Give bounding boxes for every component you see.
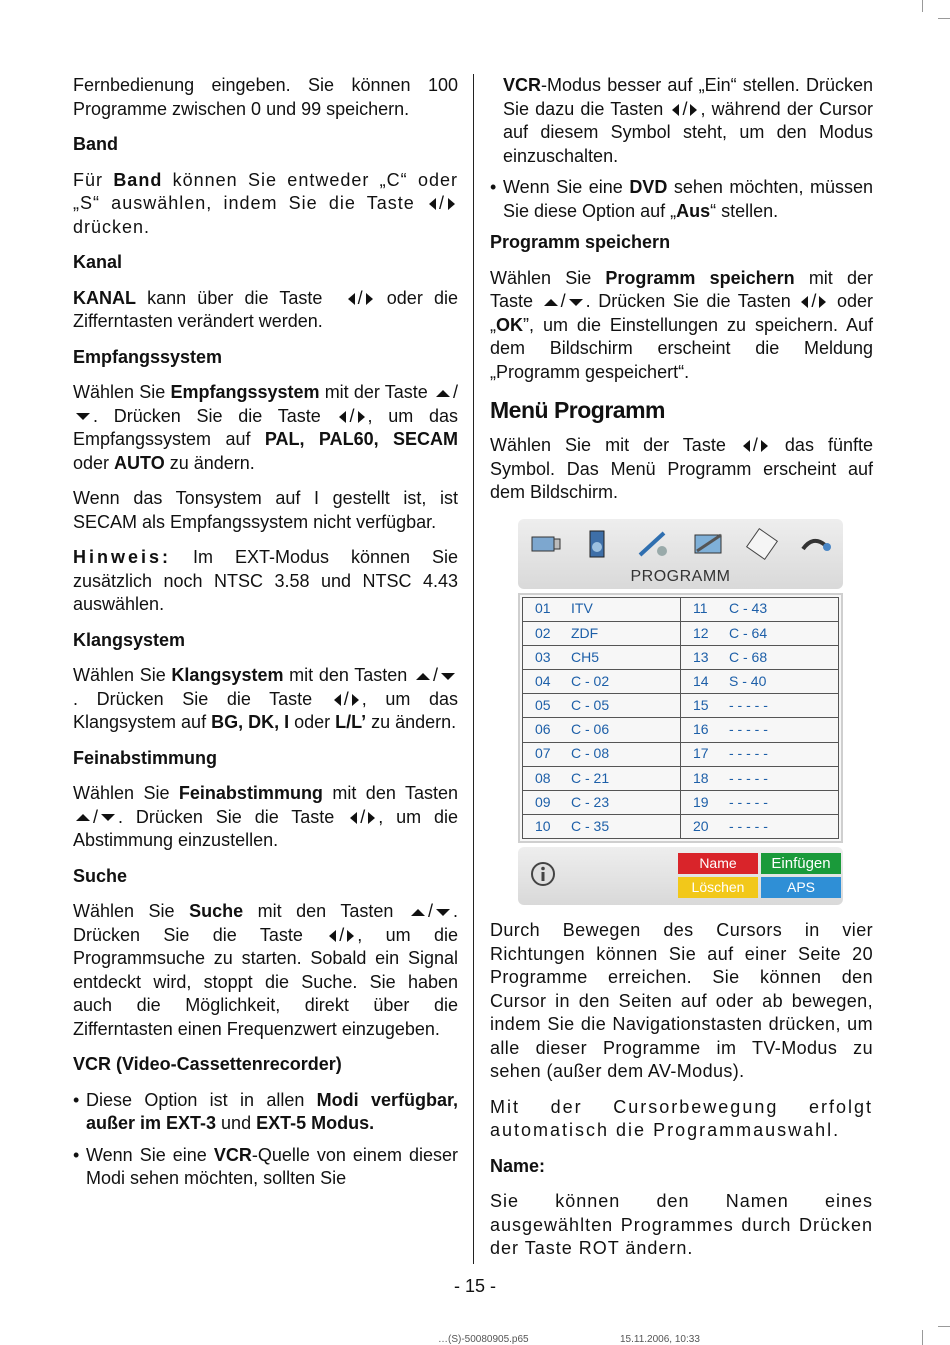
- program-menu-screenshot: [518, 519, 843, 906]
- program-list-left: [522, 597, 681, 840]
- sound-icon: [582, 527, 618, 561]
- program-list-right: [681, 597, 839, 840]
- program-number: 07: [535, 745, 551, 762]
- down-arrow-icon: [441, 673, 455, 680]
- program-list: [518, 593, 843, 844]
- crop-mark: [922, 0, 923, 12]
- feinabstimmung-heading: Feinabstimmung: [73, 747, 218, 768]
- program-name: C - 08: [571, 745, 610, 762]
- band-heading: Band: [73, 134, 118, 154]
- kanal-paragraph: KANAL kann über die Taste / oder die Zifferntasten verändert werden.: [73, 287, 458, 331]
- program-number: 17: [693, 745, 709, 762]
- down-arrow-icon: [569, 299, 583, 306]
- right-column: [490, 74, 873, 1273]
- page-number: - 15 -: [453, 1276, 496, 1296]
- program-number: 14: [693, 672, 709, 689]
- name-heading: Name:: [490, 1155, 546, 1176]
- right-arrow-icon: [358, 411, 365, 423]
- aps-button[interactable]: APS: [761, 877, 841, 898]
- program-number: 16: [693, 721, 709, 738]
- program-name: C - 64: [729, 624, 768, 641]
- klangsystem-paragraph: Wählen Sie Klangsystem mit den Tasten /. Drücken Sie die Taste / , um das Klangsystem auf BG, DK, I oder L/L’ zu ändern.: [73, 665, 459, 732]
- empfangssystem-heading: Empfangssystem: [73, 346, 223, 367]
- menu-programm-heading: Menü Programm: [490, 397, 665, 423]
- up-arrow-icon: [411, 909, 425, 916]
- right-arrow-icon: [448, 198, 455, 210]
- program-number: 08: [535, 769, 551, 786]
- program-name: C - 05: [571, 697, 610, 714]
- program-number: 15: [693, 697, 709, 714]
- right-arrow-icon: [368, 812, 375, 824]
- crop-mark: [938, 1326, 950, 1327]
- program-row[interactable]: [523, 791, 680, 815]
- program-row[interactable]: [523, 743, 680, 767]
- program-name: S - 40: [729, 672, 767, 689]
- up-arrow-icon: [76, 814, 90, 821]
- crop-mark: [922, 1330, 923, 1345]
- down-arrow-icon: [101, 814, 115, 821]
- program-name: C - 68: [729, 648, 768, 665]
- program-row[interactable]: [681, 791, 838, 815]
- program-number: 03: [535, 648, 551, 665]
- dvd-bullet: • Wenn Sie eine DVD sehen möchten, müssen Sie diese Option auf „Aus“ stellen.: [490, 177, 873, 221]
- program-number: 02: [535, 624, 551, 641]
- program-name: - - - - -: [729, 769, 768, 786]
- program-row[interactable]: [523, 767, 680, 791]
- picture-icon: [528, 527, 564, 561]
- program-row[interactable]: [681, 815, 838, 838]
- menu-icon-bar: [518, 519, 843, 589]
- tonsystem-note: Wenn das Tonsystem auf I gestellt ist, ist SECAM als Empfangssystem nicht verfügbar.: [73, 488, 458, 532]
- program-number: 13: [693, 648, 709, 665]
- program-number: 11: [693, 600, 708, 617]
- down-arrow-icon: [436, 909, 450, 916]
- program-name: ITV: [571, 600, 593, 617]
- program-number: 20: [693, 818, 709, 835]
- kanal-heading: Kanal: [73, 252, 123, 272]
- hinweis-paragraph: Hinweis: Im EXT-Modus können Sie zusätzlich noch NTSC 3.58 und NTSC 4.43 auswählen.: [73, 547, 458, 614]
- program-row[interactable]: [523, 598, 680, 622]
- left-arrow-icon: [672, 104, 679, 116]
- program-number: 10: [535, 818, 551, 835]
- suche-paragraph: Wählen Sie Suche mit den Tasten / . Drücken Sie die Taste / , um die Programmsuche zu starten. Sobald ein Signal entdeckt wird, stoppt die Suche. Sie haben auch die Möglichkeit, direkt über die Zifferntasten einen Frequenzwert einzugeben.: [73, 901, 459, 1039]
- program-name: C - 21: [571, 769, 610, 786]
- intro-paragraph: Fernbedienung eingeben. Sie können 100 Programme zwischen 0 und 99 speichern.: [73, 75, 458, 119]
- source-icon: [799, 527, 835, 561]
- left-arrow-icon: [329, 930, 336, 942]
- install-icon: [691, 527, 727, 561]
- program-number: 09: [535, 793, 551, 810]
- program-number: 05: [535, 697, 551, 714]
- program-row[interactable]: [681, 670, 838, 694]
- program-number: 12: [693, 624, 709, 641]
- menu-programm-paragraph: Wählen Sie mit der Taste / das fünfte Symbol. Das Menü Programm erscheint auf dem Bildschirm.: [490, 435, 873, 502]
- program-row[interactable]: [523, 718, 680, 742]
- programm-speichern-heading: Programm speichern: [490, 232, 671, 252]
- programm-speichern-paragraph: Wählen Sie Programm speichern mit der Taste / . Drücken Sie die Tasten / oder „OK”, um die Einstellungen zu speichern. Auf dem Bildschirm erscheint die Meldung „Programm gespeichert“.: [490, 267, 873, 382]
- program-row[interactable]: [681, 767, 838, 791]
- program-row[interactable]: [523, 622, 680, 646]
- left-arrow-icon: [334, 694, 341, 706]
- down-arrow-icon: [76, 413, 90, 420]
- left-arrow-icon: [339, 411, 346, 423]
- right-arrow-icon: [347, 930, 354, 942]
- vcr-bullet-1: • Diese Option ist in allen Modi verfügbar, außer im EXT-3 und EXT-5 Modus.: [73, 1089, 458, 1133]
- feinabstimmung-paragraph: Wählen Sie Feinabstimmung mit den Tasten / . Drücken Sie die Taste / , um die Abstimmung einzustellen.: [73, 783, 459, 850]
- program-name: ZDF: [571, 624, 599, 641]
- delete-button[interactable]: Löschen: [678, 877, 758, 898]
- up-arrow-icon: [416, 673, 430, 680]
- left-arrow-icon: [429, 198, 436, 210]
- vcr-continued: VCR-Modus besser auf „Ein“ stellen. Drücken Sie dazu die Tasten / , während der Cursor auf diesem Symbol steht, um den Modus einzuschalten.: [503, 75, 874, 166]
- name-button[interactable]: Name: [678, 853, 758, 874]
- program-number: 18: [693, 769, 709, 786]
- footer-file: …(S)-50080905.p65: [438, 1334, 529, 1345]
- up-arrow-icon: [436, 390, 450, 397]
- left-arrow-icon: [348, 293, 355, 305]
- program-icon: [745, 527, 781, 561]
- program-name: - - - - -: [729, 793, 768, 810]
- crop-mark: [938, 18, 950, 19]
- cursor-auto-paragraph: Mit der Cursorbewegung erfolgt automatisch die Programmauswahl.: [490, 1096, 873, 1141]
- program-row[interactable]: [681, 743, 838, 767]
- program-row[interactable]: [681, 694, 838, 718]
- menu-button-bar: [518, 847, 843, 905]
- program-row[interactable]: [681, 598, 838, 622]
- program-name: - - - - -: [729, 818, 768, 835]
- program-name: - - - - -: [729, 745, 768, 762]
- right-arrow-icon: [366, 293, 373, 305]
- program-name: CH5: [571, 648, 600, 665]
- column-divider: [473, 74, 474, 1264]
- program-name: C - 43: [729, 600, 768, 617]
- cursor-paragraph: Durch Bewegen des Cursors in vier Richtungen können Sie auf einer Seite 20 Programme erreichen. Sie können den Cursor in den Seiten auf oder ab bewegen, indem Sie die Navigationstasten drücken, um alle dieser Programme im TV-Modus zu sehen (außer dem AV-Modus).: [490, 920, 873, 1082]
- feature-icon: [636, 527, 672, 561]
- program-number: 01: [535, 600, 551, 617]
- vcr-bullet-2: • Wenn Sie eine VCR-Quelle von einem dieser Modi sehen möchten, sollten Sie: [73, 1144, 458, 1188]
- program-number: 04: [535, 672, 551, 689]
- left-arrow-icon: [350, 812, 357, 824]
- menu-title: PROGRAMM: [630, 567, 731, 585]
- band-paragraph: Für Band können Sie entweder „C“ oder „S“ auswählen, indem Sie die Taste / drücken.: [73, 169, 458, 237]
- program-name: C - 02: [571, 672, 610, 689]
- right-arrow-icon: [761, 440, 768, 452]
- info-icon: [530, 861, 556, 887]
- vcr-heading: VCR (Video-Cassettenrecorder): [73, 1054, 342, 1074]
- up-arrow-icon: [544, 299, 558, 306]
- footer-date: 15.11.2006, 10:33: [620, 1334, 700, 1345]
- program-row[interactable]: [523, 670, 680, 694]
- program-row[interactable]: [681, 646, 838, 670]
- suche-heading: Suche: [73, 865, 128, 886]
- right-arrow-icon: [690, 104, 697, 116]
- left-arrow-icon: [801, 296, 808, 308]
- insert-button[interactable]: Einfügen: [761, 853, 841, 874]
- program-row[interactable]: [523, 815, 680, 838]
- program-name: - - - - -: [729, 697, 768, 714]
- name-paragraph: Sie können den Namen eines ausgewählten Programmes durch Drücken der Taste ROT ändern.: [490, 1191, 873, 1259]
- klangsystem-heading: Klangsystem: [73, 629, 186, 650]
- program-name: - - - - -: [729, 721, 768, 738]
- program-number: 06: [535, 721, 551, 738]
- program-name: C - 35: [571, 818, 610, 835]
- program-name: C - 23: [571, 793, 610, 810]
- program-row[interactable]: [681, 622, 838, 646]
- left-column: [73, 74, 458, 1199]
- right-arrow-icon: [819, 296, 826, 308]
- right-arrow-icon: [352, 694, 359, 706]
- left-arrow-icon: [743, 440, 750, 452]
- program-name: C - 06: [571, 721, 610, 738]
- program-row[interactable]: [523, 694, 680, 718]
- program-row[interactable]: [681, 718, 838, 742]
- program-row[interactable]: [523, 646, 680, 670]
- program-number: 19: [693, 793, 709, 810]
- empfangssystem-paragraph: Wählen Sie Empfangssystem mit der Taste /. Drücken Sie die Taste / , um das Empfangssystem auf PAL, PAL60, SECAM oder AUTO zu ändern.: [73, 382, 459, 473]
